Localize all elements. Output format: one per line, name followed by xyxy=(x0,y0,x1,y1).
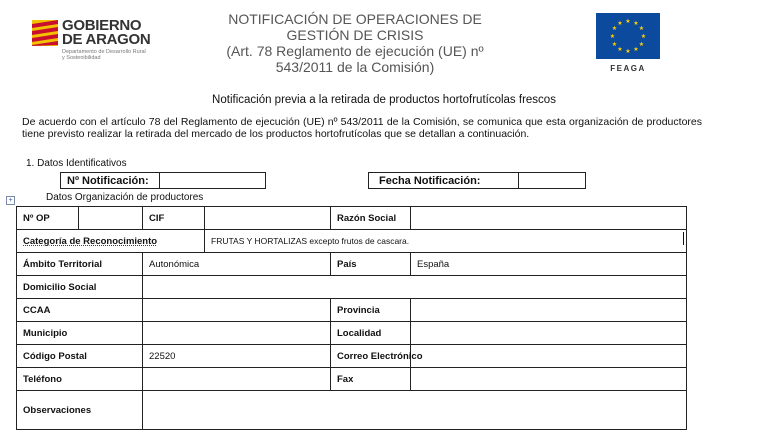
codigo-postal-field[interactable]: 22520 xyxy=(143,345,331,368)
title-line-3: (Art. 78 Reglamento de ejecución (UE) nº xyxy=(226,43,484,59)
logo-dept-line1: Departamento de Desarrollo Rural xyxy=(62,49,146,55)
svg-text:★: ★ xyxy=(617,20,623,27)
razon-social-label: Razón Social xyxy=(331,207,411,230)
table-row xyxy=(17,253,687,276)
document-title xyxy=(205,11,505,75)
title-line-1: NOTIFICACIÓN DE OPERACIONES DE xyxy=(228,11,482,27)
cif-label: CIF xyxy=(143,207,205,230)
table-row xyxy=(17,345,687,368)
svg-text:★: ★ xyxy=(611,25,618,32)
logo-text-line2: DE ARAGON xyxy=(62,31,151,48)
section-heading-organizacion: Datos Organización de productores xyxy=(46,192,204,203)
localidad-field[interactable] xyxy=(411,322,687,345)
svg-text:★: ★ xyxy=(617,46,623,53)
form-subtitle: Notificación previa a la retirada de productos hortofrutícolas frescos xyxy=(212,94,556,106)
telefono-label: Teléfono xyxy=(17,368,143,391)
logo-dept-line2: y Sostenibilidad xyxy=(62,55,101,61)
observaciones-field[interactable] xyxy=(143,391,687,430)
intro-paragraph: De acuerdo con el artículo 78 del Reglamento de ejecución (UE) nº 543/2011 de la Comisión, se comunica que esta organización de productores tiene previsto realizar la retirada del mercado de los productos hortofrutícolas que se detallan a continuación. xyxy=(22,116,702,140)
n-op-field[interactable] xyxy=(79,207,143,230)
logo-text-line1: GOBIERNO xyxy=(62,17,142,34)
ccaa-label: CCAA xyxy=(17,299,143,322)
fecha-notificacion-label: Fecha Notificación: xyxy=(368,172,519,189)
categoria-label xyxy=(17,230,205,253)
eu-flag-icon xyxy=(596,13,660,59)
gobierno-aragon-logo xyxy=(32,16,182,66)
table-row xyxy=(17,299,687,322)
provincia-label: Provincia xyxy=(331,299,411,322)
svg-text:★: ★ xyxy=(640,33,647,40)
svg-text:★: ★ xyxy=(611,41,618,48)
categoria-field[interactable]: FRUTAS Y HORTALIZAS excepto frutos de cascara. xyxy=(205,230,687,253)
table-move-handle-icon[interactable]: + xyxy=(6,196,15,205)
table-row xyxy=(17,276,687,299)
categoria-label-text: Categoría de Reconocimiento xyxy=(23,235,158,247)
title-line-2: GESTIÓN DE CRISIS xyxy=(286,27,424,43)
localidad-label: Localidad xyxy=(331,322,411,345)
ambito-label: Ámbito Territorial xyxy=(17,253,143,276)
table-row xyxy=(17,368,687,391)
cif-field[interactable] xyxy=(205,207,331,230)
svg-text:★: ★ xyxy=(633,46,639,53)
municipio-field[interactable] xyxy=(143,322,331,345)
fax-label: Fax xyxy=(331,368,411,391)
observaciones-label: Observaciones xyxy=(17,391,143,430)
notificacion-input[interactable] xyxy=(159,172,266,189)
table-row xyxy=(17,207,687,230)
domicilio-label: Domicilio Social xyxy=(17,276,143,299)
provincia-field[interactable] xyxy=(411,299,687,322)
municipio-label: Municipio xyxy=(17,322,143,345)
text-cursor xyxy=(683,232,684,245)
svg-text:★: ★ xyxy=(609,33,616,40)
razon-social-field[interactable] xyxy=(411,207,687,230)
telefono-field[interactable] xyxy=(143,368,331,391)
domicilio-field[interactable] xyxy=(143,276,687,299)
table-row xyxy=(17,391,687,430)
title-line-4: 543/2011 de la Comisión) xyxy=(275,59,435,75)
organizacion-table xyxy=(16,206,687,430)
section-heading-datos-identificativos: 1. Datos Identificativos xyxy=(26,158,127,169)
svg-text:★: ★ xyxy=(633,20,639,27)
ambito-field[interactable]: Autonómica xyxy=(143,253,331,276)
svg-text:★: ★ xyxy=(638,25,645,32)
svg-text:★: ★ xyxy=(638,41,645,48)
correo-label: Correo Electrónico xyxy=(331,345,411,368)
svg-text:★: ★ xyxy=(625,18,631,25)
ccaa-field[interactable] xyxy=(143,299,331,322)
correo-field[interactable] xyxy=(411,345,687,368)
aragon-shield-icon xyxy=(32,20,58,46)
table-row xyxy=(17,230,687,253)
feaga-label: FEAGA xyxy=(610,64,646,73)
n-op-label: Nº OP xyxy=(17,207,79,230)
svg-text:★: ★ xyxy=(625,48,631,55)
table-row xyxy=(17,322,687,345)
pais-label: País xyxy=(331,253,411,276)
pais-field[interactable]: España xyxy=(411,253,687,276)
fax-field[interactable] xyxy=(411,368,687,391)
fecha-notificacion-input[interactable] xyxy=(518,172,586,189)
notificacion-label: Nº Notificación: xyxy=(60,172,160,189)
codigo-postal-label: Código Postal xyxy=(17,345,143,368)
